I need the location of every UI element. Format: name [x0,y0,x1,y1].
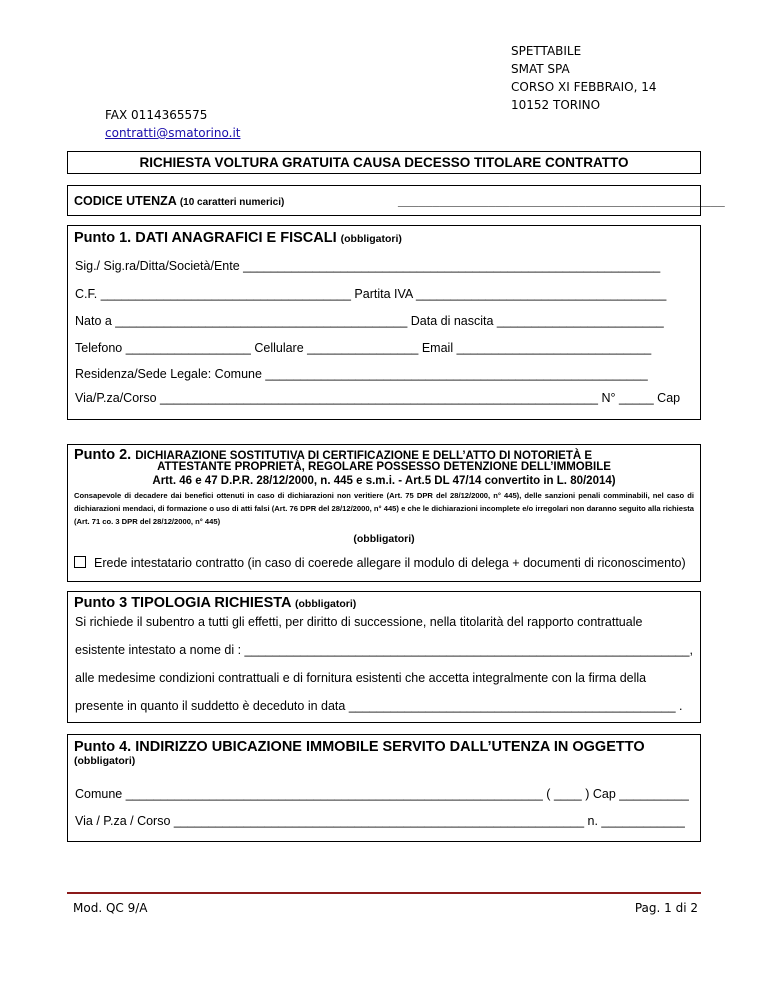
field-cf-piva[interactable]: C.F. ____________________________________ Partita IVA ____________________________________ [75,287,667,301]
footer-divider [67,892,701,894]
field-residenza[interactable]: Residenza/Sede Legale: Comune _______________________________________________________ [75,367,648,381]
punto3-text-1: Si richiede il subentro a tutti gli effetti, per diritto di successione, nella titolarità del rapporto contrattuale [75,615,643,629]
erede-checkbox[interactable] [74,556,86,568]
punto3-section [67,591,701,723]
punto3-text-3: alle medesime condizioni contrattuali e di fornitura esistenti che accetta integralmente con la firma della [75,671,647,685]
punto2-disclaimer: Consapevole di decadere dai benefici ottenuti in caso di dichiarazioni non veritiere (Art. 75 DPR del 28/12/2000, n° 445), delle sanzioni penali comminabili, nel caso di dichiarazioni mendaci, di formazione o uso di atti falsi (Art. 76 DPR del 28/12/2000, n° 445) e che le dichiarazioni incomplete e/o irregolari non daranno seguito alla richiesta (Art. 71 co. 3 DPR del 28/12/2000, n° 445) [74,491,694,526]
field-contatti[interactable]: Telefono __________________ Cellulare ________________ Email ____________________________ [75,341,652,355]
erede-label: Erede intestatario contratto (in caso di coerede allegare il modulo di delega + documenti di riconoscimento) [94,556,686,570]
recipient-line: SPETTABILE [511,44,582,58]
field-via[interactable]: Via/P.za/Corso _______________________________________________________________ N° _____ Cap [75,391,681,405]
contact-block [105,106,240,142]
footer-page-number: Pag. 1 di 2 [634,901,698,915]
recipient-line: 10152 TORINO [511,98,601,112]
codice-hint: (10 caratteri numerici) [179,197,285,208]
field-via-immobile[interactable]: Via / P.za / Corso ___________________________________________________________ n. ____________ [75,814,685,828]
field-nascita[interactable]: Nato a __________________________________________ Data di nascita ________________________ [75,314,664,328]
field-intestato[interactable]: esistente intestato a nome di : ________________________________________________________________, [75,643,693,657]
field-comune-immobile[interactable]: Comune ____________________________________________________________ ( ____ ) Cap __________ [75,787,689,801]
codice-utenza-box [67,185,725,216]
codice-label [74,194,284,208]
email-link[interactable]: contratti@smatorino.it [105,126,241,140]
punto1-title: Punto 1. DATI ANAGRAFICI E FISCALI [74,230,337,246]
recipient-line: SMAT SPA [511,62,570,76]
erede-option[interactable] [74,556,686,570]
fax-number: FAX 0114365575 [105,108,208,122]
punto3-heading [74,595,356,611]
field-data-decesso[interactable]: presente in quanto il suddetto è deceduto in data _______________________________________________ . [75,699,683,713]
footer-module-code: Mod. QC 9/A [73,901,148,915]
punto1-section [67,225,701,420]
punto2-oblig: (obbligatori) [353,533,415,545]
punto1-oblig: (obbligatori) [340,233,402,245]
punto4-oblig: (obbligatori) [74,755,136,767]
codice-input-line[interactable]: _______________________________________________ [398,194,725,208]
punto4-title: Punto 4. INDIRIZZO UBICAZIONE IMMOBILE SERVITO DALL’UTENZA IN OGGETTO [74,739,645,755]
punto2-section [67,444,701,582]
page-title: RICHIESTA VOLTURA GRATUITA CAUSA DECESSO TITOLARE CONTRATTO [67,151,701,174]
punto2-title-3: Artt. 46 e 47 D.P.R. 28/12/2000, n. 445 e s.m.i. - Art.5 DL 47/14 convertito in L. 80/2014) [152,475,616,487]
punto3-oblig: (obbligatori) [295,598,357,610]
codice-label-text: CODICE UTENZA [74,194,177,208]
punto3-title: Punto 3 TIPOLOGIA RICHIESTA [74,595,291,611]
punto2-lead: Punto 2. [74,447,132,463]
recipient-line: CORSO XI FEBBRAIO, 14 [511,80,657,94]
recipient-address [511,42,657,114]
punto2-title-2: ATTESTANTE PROPRIETÀ, REGOLARE POSSESSO DETENZIONE DELL’IMMOBILE [157,461,611,473]
punto4-section [67,734,701,842]
punto1-heading [74,230,402,246]
punto2-title-1: DICHIARAZIONE SOSTITUTIVA DI CERTIFICAZIONE E DELL’ATTO DI NOTORIETÀ E [135,450,593,462]
field-nominativo[interactable]: Sig./ Sig.ra/Ditta/Società/Ente ____________________________________________________________ [75,259,661,273]
